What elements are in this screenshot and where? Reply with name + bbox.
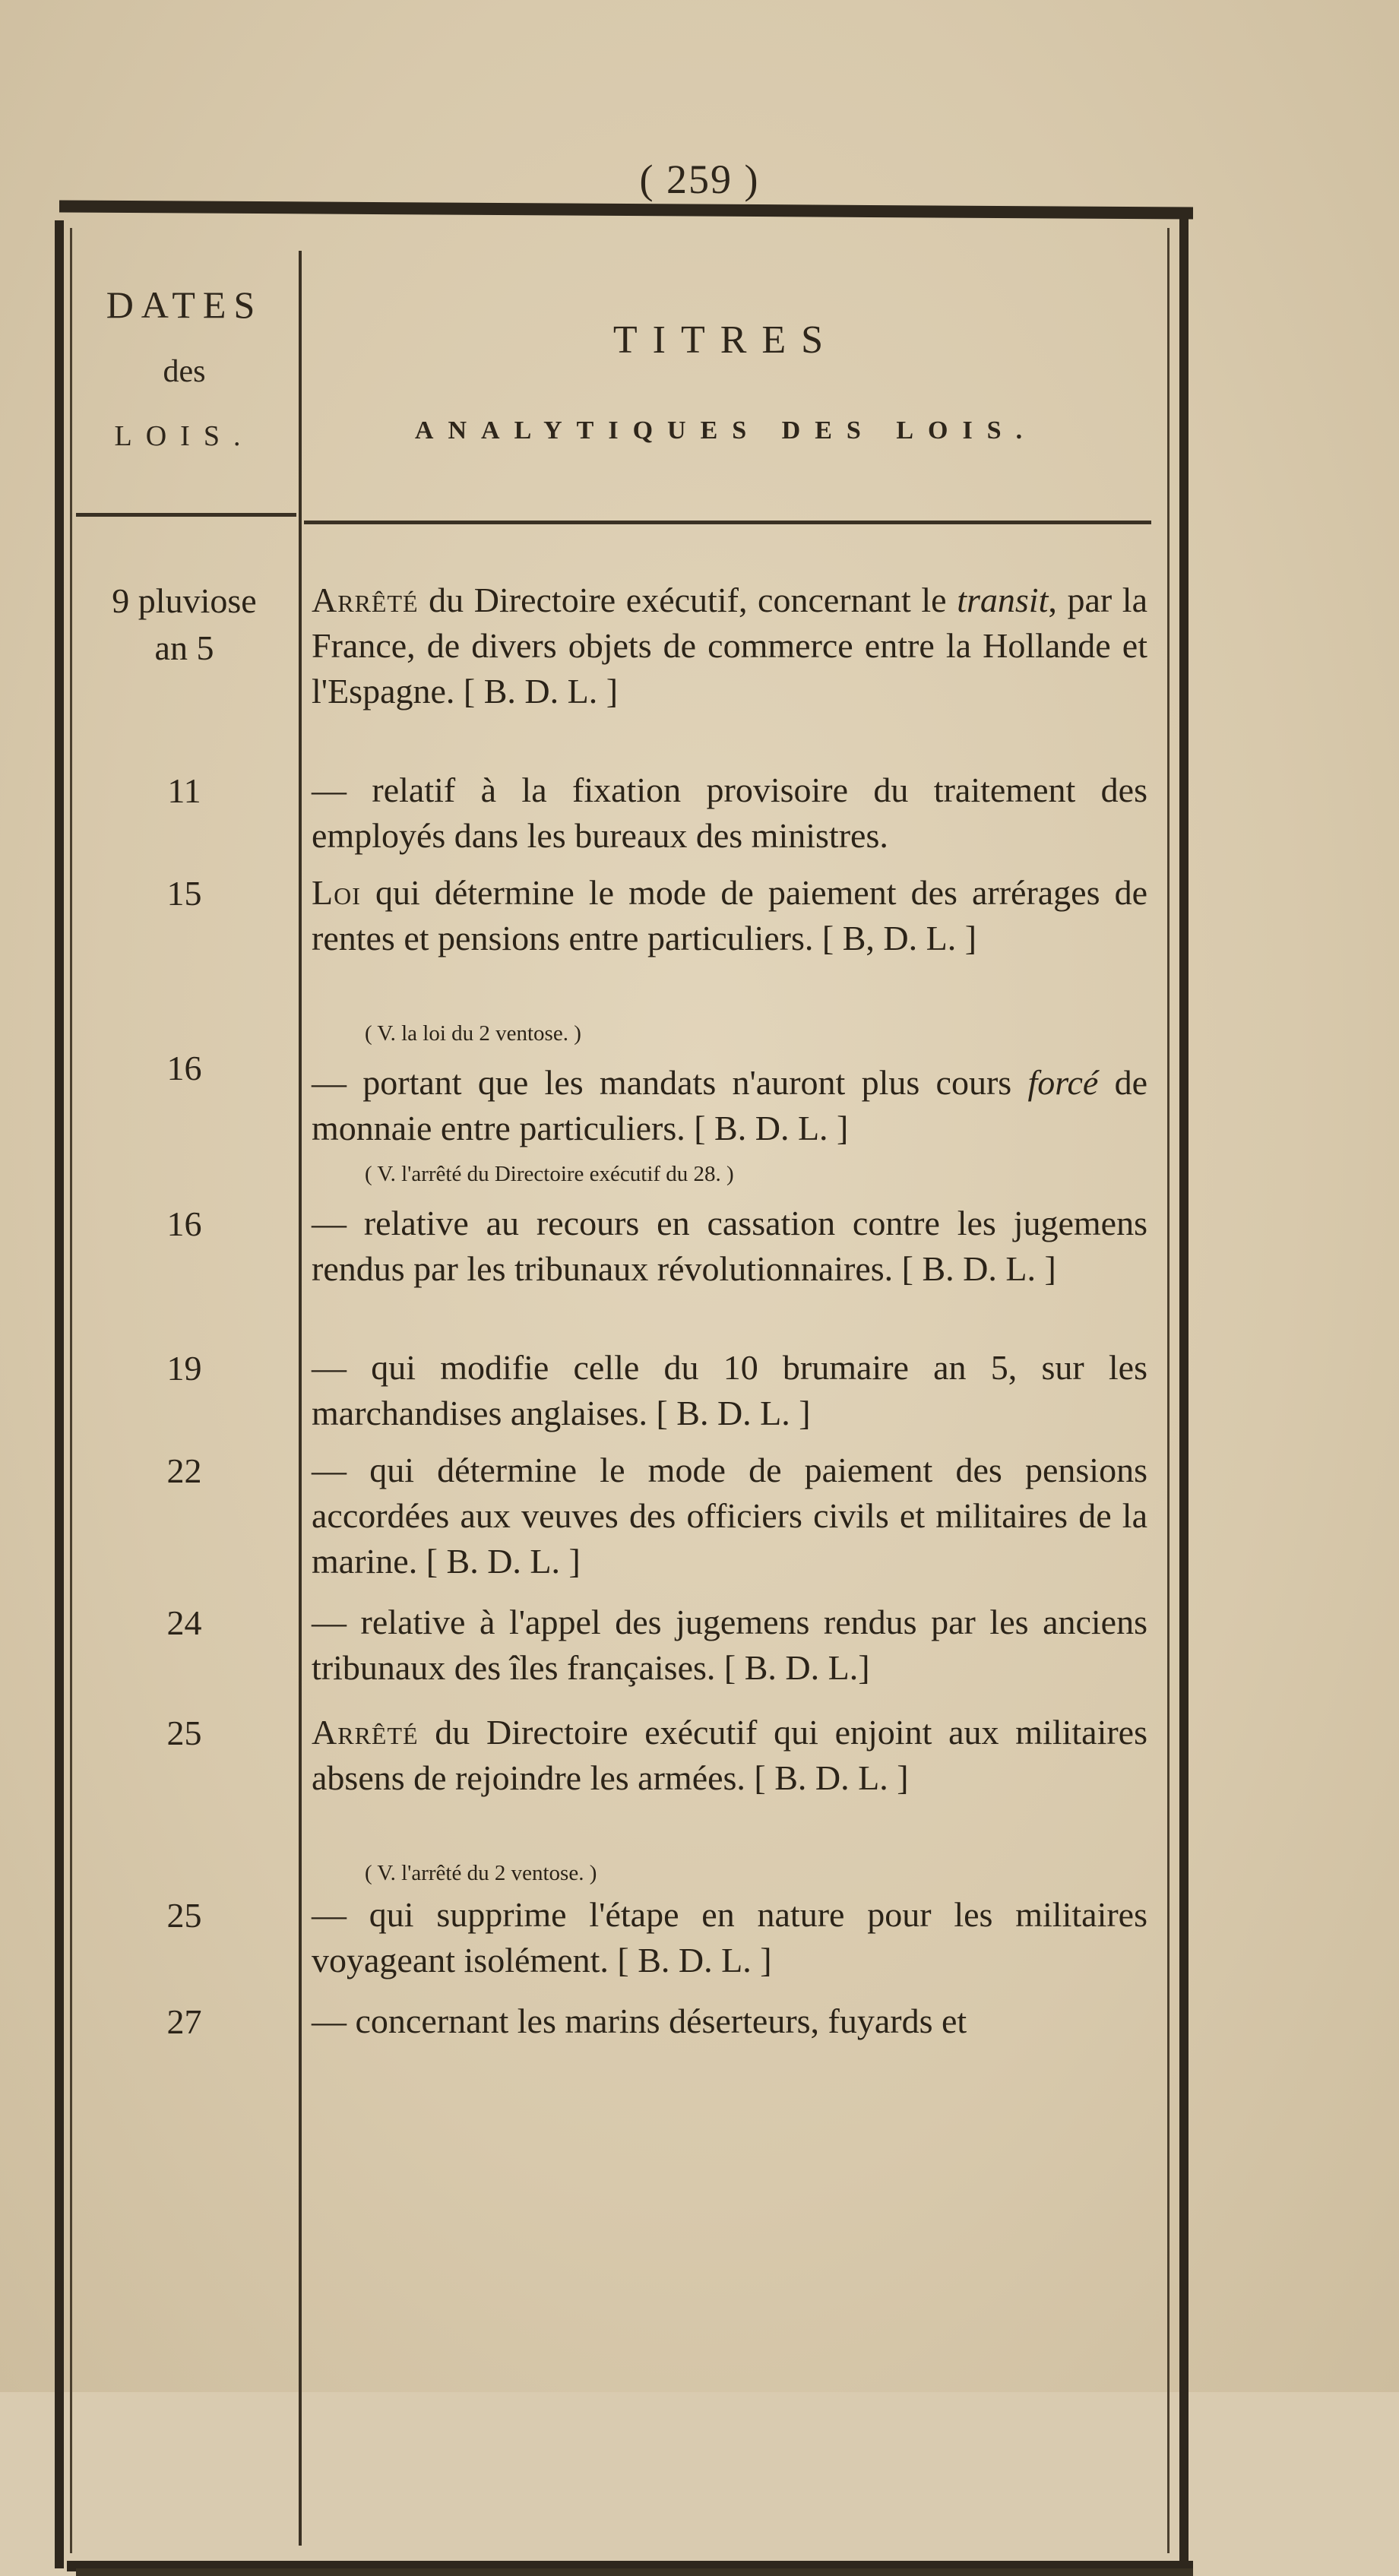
header-dates: DATES <box>106 283 263 326</box>
entry-italic: forcé <box>1027 1063 1099 1102</box>
entry-text: — qui supprime l'étape en nature pour les militaires voyageant isolément. [ B. D. L. ] <box>312 1895 1147 1979</box>
table-left-inner-border <box>70 228 72 2553</box>
entry-text-part: qui détermine le mode de paiement des arrérages de rentes et pensions entre particuliers. [ B, D. L. ] <box>312 873 1147 957</box>
entry-text: — relative au recours en cassation contre les jugemens rendus par les tribunaux révolutionnaires. [ B. D. L. ] <box>312 1204 1147 1288</box>
entry-text <box>312 1060 1147 1151</box>
entry-lead: Arrêté <box>312 581 419 619</box>
entry-date: 22 <box>166 1451 202 1490</box>
header-lois: LOIS. <box>114 420 255 452</box>
entry-date-line: an 5 <box>154 628 214 667</box>
entry-date: 24 <box>166 1603 202 1642</box>
header-analytiques: ANALYTIQUES DES LOIS. <box>414 416 1037 445</box>
entry-date <box>76 578 293 672</box>
entry-text: — relative à l'appel des jugemens rendus par les anciens tribunaux des îles françaises. [ B. D. L.] <box>312 1603 1147 1687</box>
table-left-border <box>55 220 64 2568</box>
entry-text: — qui détermine le mode de paiement des pensions accordées aux veuves des officiers civils et militaires de la marine. [ B. D. L. ] <box>312 1451 1147 1581</box>
entry-date: 15 <box>166 874 202 913</box>
header-rule-dates <box>76 513 296 517</box>
entry-text <box>312 1710 1147 1801</box>
entry-text: — relatif à la fixation provisoire du traitement des employés dans les bureaux des ministres. <box>312 771 1147 855</box>
entry-date: 25 <box>166 1896 202 1935</box>
entry-note: ( V. l'arrêté du Directoire exécutif du 28. ) <box>365 1162 734 1186</box>
header-titres: TITRES <box>612 318 839 362</box>
table-bottom-rule-inner <box>76 2568 1193 2576</box>
entry-date: 19 <box>166 1349 202 1388</box>
entry-text <box>312 578 1147 714</box>
entry-date: 11 <box>167 771 201 810</box>
header-rule-titles <box>304 521 1151 524</box>
entry-italic: transit <box>957 581 1049 619</box>
entry-text: — concernant les marins déserteurs, fuyards et <box>312 2002 967 2040</box>
entry-date: 16 <box>166 1204 202 1243</box>
table-right-border <box>1179 219 1189 2568</box>
entry-text-part: du Directoire exécutif qui enjoint aux militaires absens de rejoindre les armées. [ B. D. L. ] <box>312 1713 1147 1797</box>
header-des: des <box>163 354 206 389</box>
entry-text: — qui modifie celle du 10 brumaire an 5, sur les marchandises anglaises. [ B. D. L. ] <box>312 1348 1147 1432</box>
table-right-inner-border <box>1167 228 1170 2553</box>
page-number: ( 259 ) <box>639 157 760 202</box>
entry-lead: Loi <box>312 873 361 912</box>
entry-date: 27 <box>166 2002 202 2041</box>
entry-note: ( V. l'arrêté du 2 ventose. ) <box>365 1861 597 1885</box>
entry-text <box>312 870 1147 961</box>
entry-text-part: du Directoire exécutif, concernant le <box>418 581 957 619</box>
entry-note: ( V. la loi du 2 ventose. ) <box>365 1021 581 1046</box>
entry-text-part: , par la France, de divers objets de commerce entre la Hollande et l'Espagne. [ B. D. L. ] <box>312 581 1147 710</box>
entry-lead: Arrêté <box>312 1713 419 1752</box>
entry-text-part: de monnaie entre particuliers. [ B. D. L. ] <box>312 1063 1147 1147</box>
table-top-rule <box>59 200 1193 219</box>
entry-text-part: — portant que les mandats n'auront plus cours <box>312 1063 1028 1102</box>
entry-date: 16 <box>166 1049 202 1087</box>
entry-date-line: 9 pluviose <box>112 581 257 620</box>
entry-date: 25 <box>166 1714 202 1752</box>
column-divider <box>299 251 302 2546</box>
